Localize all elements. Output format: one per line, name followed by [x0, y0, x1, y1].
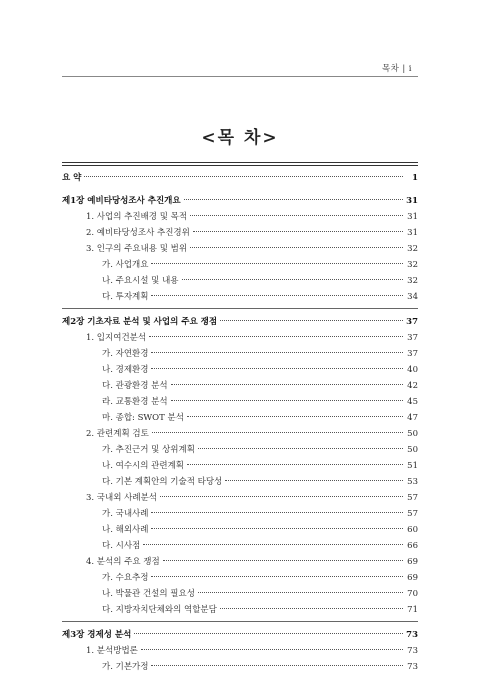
toc-entry[interactable]	[62, 522, 418, 538]
toc-page-number: 51	[407, 461, 418, 471]
toc-leader-dots	[198, 448, 403, 449]
toc-page-number: 71	[407, 605, 418, 615]
toc-entry-label: 가. 추진근거 및 상위계획	[102, 445, 195, 455]
toc-entry[interactable]	[62, 659, 418, 675]
toc-leader-dots	[198, 592, 403, 593]
toc-section-rule	[62, 621, 418, 623]
toc-page-number: 69	[407, 573, 418, 583]
toc-page-number: 57	[407, 493, 418, 503]
toc-entry-label: 1. 분석방법론	[86, 646, 138, 656]
toc-entry[interactable]	[62, 426, 418, 442]
running-header-label: 목차	[381, 64, 400, 74]
toc-leader-dots	[220, 320, 403, 321]
toc-leader-dots	[141, 649, 403, 650]
toc-leader-dots	[171, 400, 403, 401]
toc-entry[interactable]	[62, 346, 418, 362]
toc-entry[interactable]	[62, 241, 418, 257]
toc-leader-dots	[220, 608, 403, 609]
toc-entry[interactable]	[62, 209, 418, 225]
toc-leader-dots	[143, 544, 403, 545]
toc-page-number: 42	[407, 381, 418, 391]
header-rule	[62, 76, 418, 77]
toc-page-number: 73	[406, 630, 418, 640]
toc-leader-dots	[225, 480, 403, 481]
toc-leader-dots	[190, 215, 403, 216]
toc-entry-label: 2. 예비타당성조사 추진경위	[86, 228, 190, 238]
toc-page-number: 73	[407, 646, 418, 656]
toc-page-number: 34	[407, 292, 418, 302]
toc-leader-dots	[151, 295, 403, 296]
table-of-contents	[62, 170, 418, 675]
toc-leader-dots	[134, 633, 403, 634]
running-header-separator: |	[402, 64, 406, 74]
toc-leader-dots	[187, 416, 403, 417]
toc-leader-dots	[151, 368, 403, 369]
toc-entry-label: 요 약	[62, 173, 82, 183]
toc-leader-dots	[84, 176, 403, 177]
toc-entry-label: 가. 국내사례	[102, 509, 149, 519]
toc-page-number: 70	[407, 589, 418, 599]
toc-gap	[62, 186, 418, 193]
toc-entry[interactable]	[62, 554, 418, 570]
toc-entry[interactable]	[62, 257, 418, 273]
toc-leader-dots	[151, 576, 403, 577]
toc-page-number: 31	[407, 228, 418, 238]
toc-leader-dots	[151, 512, 403, 513]
toc-chapter-entry[interactable]	[62, 314, 418, 330]
toc-page-number: 1	[412, 173, 418, 183]
toc-entry-label: 제2장 기초자료 분석 및 사업의 주요 쟁점	[62, 317, 218, 327]
toc-entry-label: 나. 박물관 건설의 필요성	[102, 589, 195, 599]
toc-leader-dots	[171, 384, 403, 385]
running-header-page: i	[408, 64, 412, 74]
toc-entry-label: 나. 여수시의 관련계획	[102, 461, 185, 471]
toc-entry[interactable]	[62, 410, 418, 426]
toc-entry[interactable]	[62, 586, 418, 602]
toc-chapter-entry[interactable]	[62, 193, 418, 209]
toc-entry-label: 4. 분석의 주요 쟁점	[86, 557, 160, 567]
toc-page-number: 66	[407, 541, 418, 551]
toc-leader-dots	[187, 464, 403, 465]
toc-leader-dots	[190, 247, 403, 248]
toc-entry-label: 2. 관련계획 검토	[86, 429, 149, 439]
toc-entry-label: 1. 입지여건분석	[86, 333, 147, 343]
toc-entry[interactable]	[62, 225, 418, 241]
toc-entry-label: 다. 관광환경 분석	[102, 381, 168, 391]
toc-page-number: 40	[407, 365, 418, 375]
toc-page-number: 47	[407, 413, 418, 423]
toc-entry[interactable]	[62, 570, 418, 586]
toc-entry[interactable]	[62, 474, 418, 490]
toc-chapter-entry[interactable]	[62, 627, 418, 643]
toc-entry-label: 가. 사업개요	[102, 260, 149, 270]
toc-entry[interactable]	[62, 394, 418, 410]
toc-entry[interactable]	[62, 362, 418, 378]
toc-entry-label: 나. 주요시설 및 내용	[102, 276, 179, 286]
toc-leader-dots	[152, 432, 403, 433]
toc-leader-dots	[149, 336, 403, 337]
toc-entry[interactable]	[62, 289, 418, 305]
toc-entry[interactable]	[62, 378, 418, 394]
toc-page-number: 53	[407, 477, 418, 487]
toc-leader-dots	[151, 263, 403, 264]
toc-leader-dots	[184, 199, 403, 200]
toc-entry-label: 가. 자연환경	[102, 349, 149, 359]
toc-entry-label: 제3장 경제성 분석	[62, 630, 132, 640]
toc-leader-dots	[151, 528, 403, 529]
toc-entry[interactable]	[62, 490, 418, 506]
toc-entry-label: 1. 사업의 추진배경 및 목적	[86, 212, 188, 222]
running-header	[382, 62, 412, 74]
toc-entry-label: 마. 종합: SWOT 분석	[102, 413, 184, 423]
toc-entry-label: 가. 수요추정	[102, 573, 149, 583]
toc-page-number: 37	[407, 349, 418, 359]
toc-leader-dots	[151, 665, 403, 666]
toc-leader-dots	[163, 560, 403, 561]
toc-title: <목 차>	[201, 128, 279, 148]
toc-entry[interactable]	[62, 538, 418, 554]
toc-leader-dots	[160, 496, 403, 497]
toc-entry-label: 가. 기본가정	[102, 662, 149, 672]
toc-top-rule-inner	[62, 165, 418, 166]
toc-page-number: 37	[406, 317, 418, 327]
toc-leader-dots	[182, 279, 404, 280]
toc-page-number: 45	[407, 397, 418, 407]
toc-page-number: 69	[407, 557, 418, 567]
toc-page-number: 32	[407, 244, 418, 254]
toc-page-number: 31	[407, 212, 418, 222]
toc-leader-dots	[151, 352, 403, 353]
toc-entry-label: 다. 투자계획	[102, 292, 149, 302]
toc-page-number: 32	[407, 276, 418, 286]
toc-page-number: 31	[406, 196, 418, 206]
toc-section-rule	[62, 308, 418, 310]
toc-entry-label: 다. 기본 계획안의 기술적 타당성	[102, 477, 223, 487]
toc-entry[interactable]	[62, 442, 418, 458]
toc-entry-label: 제1장 예비타당성조사 추진개요	[62, 196, 181, 206]
toc-page-number: 60	[407, 525, 418, 535]
toc-entry[interactable]	[62, 602, 418, 618]
toc-page-number: 32	[407, 260, 418, 270]
toc-page-number: 50	[407, 445, 418, 455]
toc-entry-label: 3. 인구의 주요내용 및 범위	[86, 244, 188, 254]
toc-top-rule	[62, 162, 418, 163]
toc-entry-label: 나. 해외사례	[102, 525, 149, 535]
toc-entry-label: 나. 경제환경	[102, 365, 149, 375]
toc-entry[interactable]	[62, 506, 418, 522]
toc-entry-label: 다. 시사점	[102, 541, 141, 551]
toc-page-number: 57	[407, 509, 418, 519]
toc-page-number: 73	[407, 662, 418, 672]
toc-entry-label: 3. 국내외 사례분석	[86, 493, 157, 503]
toc-entry[interactable]	[62, 273, 418, 289]
toc-page-number: 37	[407, 333, 418, 343]
toc-chapter-entry[interactable]	[62, 170, 418, 186]
toc-entry-label: 라. 교통환경 분석	[102, 397, 168, 407]
toc-entry[interactable]	[62, 458, 418, 474]
toc-entry[interactable]	[62, 330, 418, 346]
toc-leader-dots	[193, 231, 403, 232]
toc-page-number: 50	[407, 429, 418, 439]
toc-entry-label: 다. 지방자치단체와의 역할분담	[102, 605, 217, 615]
